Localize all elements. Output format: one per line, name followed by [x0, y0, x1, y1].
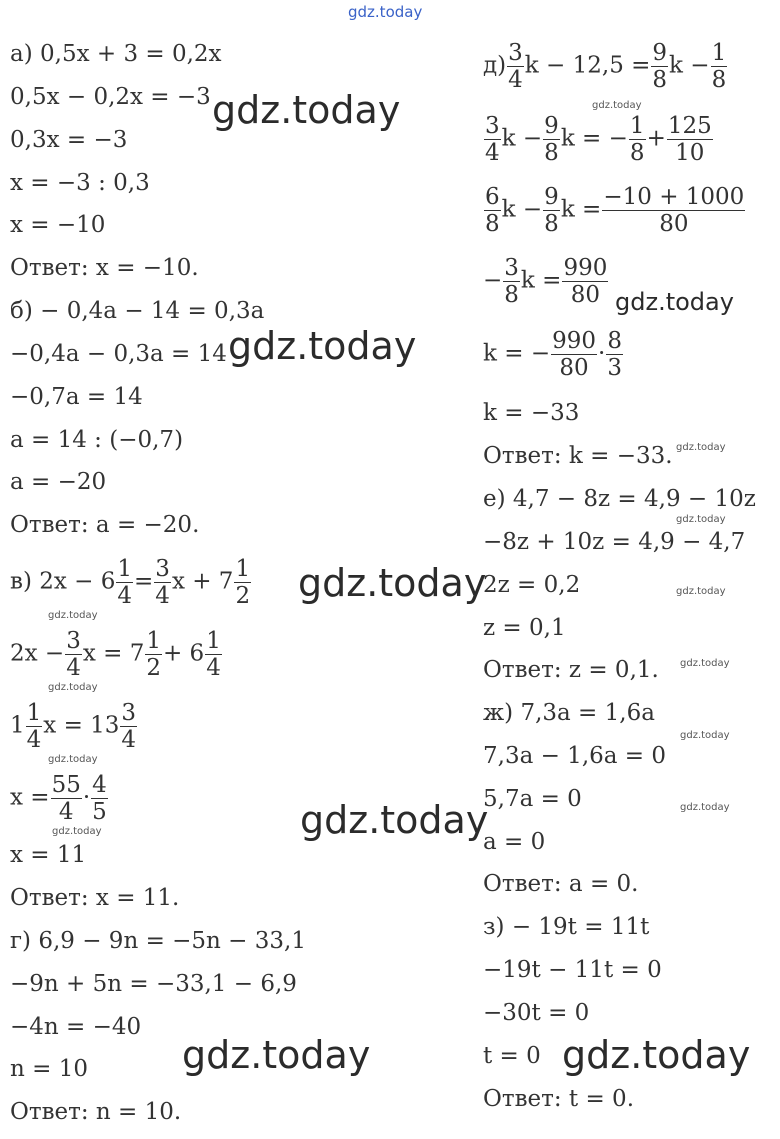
fraction: $\frac{3}{8}$ [504, 255, 519, 308]
fraction: $\frac{3}{4}$ [66, 628, 81, 681]
watermark-big: gdz.today [562, 1033, 751, 1077]
eq-zh-line3: 5,7a = 0 [483, 786, 582, 812]
fraction: $\frac{3}{4}$ [508, 40, 523, 93]
eq-v-line2: 2x − $\frac{3}{4}$ x = 7 $\frac{1}{2}$ + 6 $\frac{1}{4}$ [10, 628, 221, 681]
eq-g-answer: Ответ: n = 10. [10, 1099, 182, 1125]
watermark-big: gdz.today [228, 324, 417, 368]
fraction: $\frac{1}{8}$ [711, 40, 727, 93]
watermark-small: gdz.today [676, 442, 726, 453]
eq-b-line2: −0,4a − 0,3a = 14 [10, 341, 227, 367]
eq-a-line2: 0,5x − 0,2x = −3 [10, 84, 211, 110]
watermark-small: gdz.today [676, 514, 726, 525]
eq-e-line4: z = 0,1 [483, 615, 566, 641]
fraction: $\frac{990}{80}$ [563, 255, 608, 308]
eq-a-answer: Ответ: x = −10. [10, 255, 199, 281]
eq-v-answer: Ответ: x = 11. [10, 885, 180, 911]
eq-e-line1: е) 4,7 − 8z = 4,9 − 10z [483, 486, 756, 512]
eq-zh-answer: Ответ: a = 0. [483, 871, 639, 897]
watermark-small: gdz.today [48, 610, 98, 621]
eq-d-line2: $\frac{3}{4}$ k − $\frac{9}{8}$ k = − $\frac{1}{8}$ + $\frac{125}{10}$ [485, 113, 712, 166]
eq-d-line3: $\frac{6}{8}$ k − $\frac{9}{8}$ k = $\frac{-10 + 1000}{80}$ [485, 184, 745, 237]
eq-e-answer: Ответ: z = 0,1. [483, 657, 659, 683]
eq-g-line4: n = 10 [10, 1056, 88, 1082]
eq-b-line4: a = 14 : (−0,7) [10, 427, 184, 453]
eq-b-answer: Ответ: a = −20. [10, 512, 200, 538]
eq-v-line4: x = $\frac{55}{4}$ · $\frac{4}{5}$ [10, 772, 107, 825]
watermark-small: gdz.today [680, 730, 730, 741]
fraction: $\frac{1}{4}$ [26, 700, 42, 753]
eq-z-line1: з) − 19t = 11t [483, 914, 650, 940]
eq-e-line3: 2z = 0,2 [483, 572, 581, 598]
fraction: $\frac{9}{8}$ [544, 184, 559, 237]
eq-g-line3: −4n = −40 [10, 1014, 142, 1040]
eq-zh-line1: ж) 7,3a = 1,6a [483, 700, 655, 726]
fraction: $\frac{3}{4}$ [485, 113, 500, 166]
eq-d-line4: − $\frac{3}{8}$ k = $\frac{990}{80}$ [483, 255, 608, 308]
watermark-small: gdz.today [676, 586, 726, 597]
watermark-small: gdz.today [680, 658, 730, 669]
watermark-small: gdz.today [48, 754, 98, 765]
fraction: $\frac{8}{3}$ [607, 328, 622, 381]
eq-z-answer: Ответ: t = 0. [483, 1086, 635, 1112]
eq-b-line5: a = −20 [10, 469, 107, 495]
fraction: $\frac{55}{4}$ [51, 772, 81, 825]
eq-g-line2: −9n + 5n = −33,1 − 6,9 [10, 971, 297, 997]
watermark-big: gdz.today [212, 88, 401, 132]
eq-v-line5: x = 11 [10, 842, 87, 868]
eq-d-line5: k = − $\frac{990}{80}$ · $\frac{8}{3}$ [483, 328, 622, 381]
fraction: $\frac{1}{2}$ [235, 556, 251, 609]
eq-a-line3: 0,3x = −3 [10, 127, 128, 153]
fraction: $\frac{1}{4}$ [206, 628, 221, 681]
watermark-small: gdz.today [48, 682, 98, 693]
eq-g-line1: г) 6,9 − 9n = −5n − 33,1 [10, 928, 306, 954]
eq-d-line6: k = −33 [483, 400, 580, 426]
fraction: $\frac{1}{8}$ [629, 113, 645, 166]
watermark-big: gdz.today [182, 1033, 371, 1077]
fraction: $\frac{3}{4}$ [121, 700, 137, 753]
watermark-small: gdz.today [680, 802, 730, 813]
fraction: $\frac{6}{8}$ [485, 184, 500, 237]
fraction: $\frac{4}{5}$ [92, 772, 107, 825]
fraction: $\frac{-10 + 1000}{80}$ [603, 184, 745, 237]
eq-v-line3: 1 $\frac{1}{4}$ x = 13 $\frac{3}{4}$ [10, 700, 137, 753]
eq-zh-line2: 7,3a − 1,6a = 0 [483, 743, 667, 769]
fraction: $\frac{1}{4}$ [117, 556, 133, 609]
eq-a-line5: x = −10 [10, 212, 106, 238]
eq-zh-line4: a = 0 [483, 829, 546, 855]
fraction: $\frac{9}{8}$ [544, 113, 559, 166]
watermark-big: gdz.today [300, 798, 489, 842]
fraction: $\frac{1}{2}$ [146, 628, 161, 681]
eq-a-line4: x = −3 : 0,3 [10, 170, 150, 196]
fraction: $\frac{3}{4}$ [155, 556, 170, 609]
eq-b-line1: б) − 0,4a − 14 = 0,3a [10, 298, 265, 324]
eq-e-line2: −8z + 10z = 4,9 − 4,7 [483, 529, 746, 555]
eq-d-answer: Ответ: k = −33. [483, 443, 673, 469]
eq-z-line2: −19t − 11t = 0 [483, 957, 662, 983]
eq-b-line3: −0,7a = 14 [10, 384, 143, 410]
watermark-big: gdz.today [615, 288, 734, 316]
watermark-small: gdz.today [52, 826, 102, 837]
fraction: $\frac{990}{80}$ [552, 328, 597, 381]
watermark-top: gdz.today [348, 3, 423, 21]
watermark-small: gdz.today [592, 100, 642, 111]
fraction: $\frac{125}{10}$ [667, 113, 712, 166]
watermark-big: gdz.today [298, 561, 487, 605]
eq-a-line1: а) 0,5x + 3 = 0,2x [10, 41, 222, 67]
eq-z-line3: −30t = 0 [483, 1000, 590, 1026]
eq-v-line1: в) 2x − 6 $\frac{1}{4}$ = $\frac{3}{4}$ x + 7 $\frac{1}{2}$ [10, 556, 251, 609]
fraction: $\frac{9}{8}$ [652, 40, 668, 93]
eq-z-line4: t = 0 [483, 1043, 541, 1069]
eq-d-line1: д) $\frac{3}{4}$ k − 12,5 = $\frac{9}{8}$ k − $\frac{1}{8}$ [483, 40, 727, 93]
